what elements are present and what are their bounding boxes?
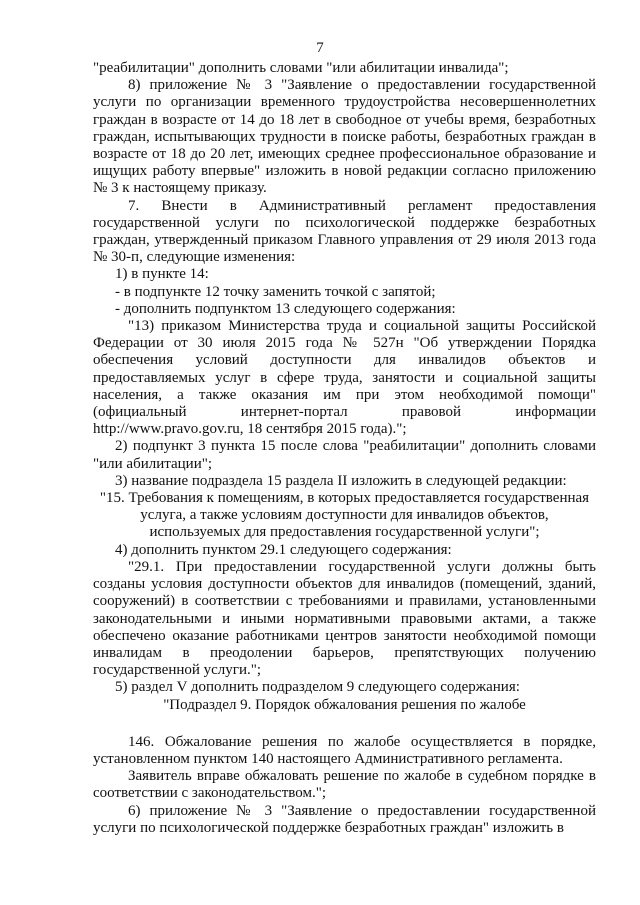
paragraph-section-7: 7. Внести в Административный регламент предоставления государственной услуги по психологической поддержке безработных граждан, утвержденный приказом Главного управления от 29 июля 2013 года № 30-п, следующие изменения: <box>93 197 596 266</box>
paragraph-appeal-court: Заявитель вправе обжаловать решение по жалобе в судебном порядке в соответствии с законодательством."; <box>93 768 596 802</box>
paragraph-item-1: 1) в пункте 14: <box>115 266 209 283</box>
paragraph-subsection-15-title: "15. Требования к помещениям, в которых предоставляется государственная услуга, а также условиям доступности для инвалидов объектов, используемых для предоставления государственной услуги"; <box>99 490 590 541</box>
paragraph-item-5: 5) раздел V дополнить подразделом 9 следующего содержания: <box>115 679 520 696</box>
paragraph-subitem-13-intro: - дополнить подпунктом 13 следующего содержания: <box>115 300 456 317</box>
paragraph-subitem-13: "13) приказом Министерства труда и социальной защиты Российской Федерации от 30 июля 2015 года № 527н "Об утверждении Порядка обеспечения условий доступности для инвалидов объектов и предоставляемых услуг в сфере труда, занятости и социальной защиты населения, а также оказания им при этом необходимой помощи" (официальный интернет-портал правовой информации http://www.pravo.gov.ru, 18 сентября 2015 года)."; <box>93 318 596 438</box>
paragraph-item-6: 6) приложение № 3 "Заявление о предоставлении государственной услуги по психологической поддержке безработных граждан" изложить в <box>93 802 596 836</box>
paragraph-subsection-9-title: "Подраздел 9. Порядок обжалования решения по жалобе <box>163 696 526 713</box>
paragraph-item-4: 4) дополнить пунктом 29.1 следующего содержания: <box>115 541 452 558</box>
page-number: 7 <box>316 40 324 56</box>
paragraph-point-29-1: "29.1. При предоставлении государственной услуги должны быть созданы условия доступности объектов для инвалидов (помещений, зданий, сооружений) в соответствии с требованиями и правилами, установленными законодательными и иными нормативными правовыми актами, а также обеспечено оказание работниками центров занятости необходимой помощи инвалидам в преодолении барьеров, препятствующих получению государственной услуги."; <box>93 558 596 679</box>
paragraph-item-2: 2) подпункт 3 пункта 15 после слова "реабилитации" дополнить словами "или абилитации"; <box>93 438 596 472</box>
paragraph-subitem-12: - в подпункте 12 точку заменить точкой с запятой; <box>115 283 436 300</box>
paragraph-item-8: 8) приложение № 3 "Заявление о предоставлении государственной услуги по организации временного трудоустройства несовершеннолетних граждан в возрасте от 14 до 18 лет в свободное от учебы время, безработных граждан, испытывающих трудности в поиске работы, безработных граждан в возрасте от 18 до 20 лет, имеющих среднее профессиональное образование и ищущих работу впервые" изложить в новой редакции согласно приложению № 3 к настоящему приказу. <box>93 77 596 197</box>
paragraph-point-146: 146. Обжалование решения по жалобе осуществляется в порядке, установленном пунктом 140 настоящего Административного регламента. <box>93 733 596 767</box>
paragraph-item-3: 3) название подраздела 15 раздела II изложить в следующей редакции: <box>115 472 567 489</box>
paragraph-rehab-addition: "реабилитации" дополнить словами "или абилитации инвалида"; <box>93 60 509 76</box>
paragraph-gap <box>93 714 596 734</box>
document-body <box>93 60 596 837</box>
